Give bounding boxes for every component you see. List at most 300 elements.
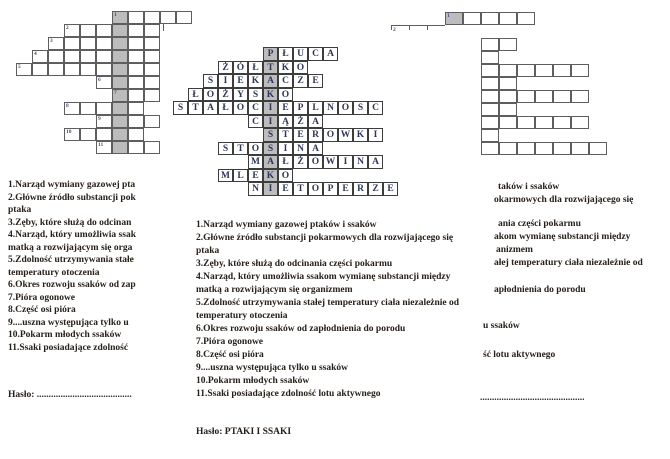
clue-fragment: ania części pokarmu bbox=[498, 219, 581, 229]
grid-cell bbox=[233, 101, 248, 115]
clue-line: 10.Pokarm młodych ssaków bbox=[8, 330, 122, 340]
grid-cell bbox=[293, 115, 308, 129]
grid-cell bbox=[293, 61, 308, 75]
cell-letter: Z bbox=[372, 184, 379, 194]
clue-fragment: u ssaków bbox=[483, 321, 520, 331]
grid-cell bbox=[96, 63, 112, 76]
grid-cell bbox=[481, 77, 499, 90]
grid-cell bbox=[293, 101, 308, 115]
grid-cell bbox=[248, 142, 263, 156]
cell-number: 2 bbox=[393, 27, 396, 33]
clue-list-left bbox=[8, 179, 136, 354]
clue-list-middle bbox=[196, 219, 459, 401]
grid-cell bbox=[589, 142, 607, 155]
grid-cell bbox=[481, 12, 499, 25]
right-grid-partial-row-tick bbox=[391, 25, 392, 30]
grid-cell bbox=[481, 64, 499, 77]
clue-line: temperatury otoczenia bbox=[8, 267, 100, 278]
cell-letter: S bbox=[357, 103, 364, 113]
clue-fragment: akom wymianę substancji między bbox=[494, 232, 631, 242]
grid-cell bbox=[218, 74, 233, 88]
grid-cell bbox=[571, 142, 589, 155]
grid-cell bbox=[128, 76, 144, 89]
grid-cell bbox=[553, 116, 571, 129]
cell-letter: S bbox=[222, 143, 229, 154]
cell-letter: S bbox=[252, 89, 259, 100]
cell-letter: O bbox=[251, 143, 260, 154]
cell-letter: K bbox=[356, 130, 365, 140]
grid-cell bbox=[278, 115, 293, 129]
cell-number: 1 bbox=[447, 13, 450, 19]
clue-line: matką a rozwijającym się organizmem bbox=[196, 285, 353, 295]
grid-cell-shaded bbox=[263, 182, 278, 196]
grid-cell bbox=[218, 88, 233, 102]
cell-letter: A bbox=[312, 116, 319, 127]
grid-cell bbox=[218, 61, 233, 75]
cell-letter: M bbox=[221, 170, 230, 181]
grid-cell bbox=[80, 63, 96, 76]
clue-line: 4.Narząd, który umożliwia ssak bbox=[8, 230, 136, 240]
grid-cell bbox=[128, 50, 144, 63]
cell-letter: W bbox=[340, 130, 351, 140]
grid-cell-shaded bbox=[112, 76, 128, 89]
grid-cell bbox=[481, 129, 499, 142]
grid-cell-shaded bbox=[263, 88, 278, 102]
cell-letter: N bbox=[252, 184, 259, 194]
grid-cell bbox=[308, 128, 323, 142]
grid-cell bbox=[144, 141, 160, 154]
grid-cell bbox=[144, 115, 160, 128]
cell-letter: I bbox=[268, 116, 273, 127]
grid-cell bbox=[338, 182, 353, 196]
cell-number: 6 bbox=[98, 77, 101, 83]
grid-cell bbox=[368, 182, 383, 196]
grid-cell bbox=[535, 64, 553, 77]
cell-letter: O bbox=[236, 103, 245, 113]
grid-cell-shaded bbox=[112, 50, 128, 63]
cell-letter: K bbox=[251, 76, 260, 86]
grid-cell bbox=[128, 141, 144, 154]
grid-cell bbox=[323, 47, 338, 61]
clue-line: temperatury otoczenia bbox=[196, 311, 288, 321]
grid-cell bbox=[323, 155, 338, 169]
grid-cell bbox=[308, 115, 323, 129]
grid-cell bbox=[96, 24, 112, 37]
cell-letter: N bbox=[297, 143, 304, 154]
grid-cell bbox=[353, 155, 368, 169]
grid-cell bbox=[278, 74, 293, 88]
cell-letter: A bbox=[207, 103, 214, 113]
cell-number: 1 bbox=[114, 12, 117, 18]
grid-cell bbox=[517, 116, 535, 129]
cell-letter: O bbox=[296, 62, 305, 73]
grid-cell-shaded bbox=[263, 128, 278, 142]
clue-line: 3.Zęby, które służą do odcinania części pokarmu bbox=[196, 259, 393, 269]
grid-cell bbox=[499, 116, 517, 129]
grid-cell bbox=[64, 37, 80, 50]
grid-cell-shaded bbox=[263, 115, 278, 129]
grid-cell bbox=[96, 102, 112, 115]
grid-cell bbox=[353, 182, 368, 196]
grid-cell bbox=[248, 74, 263, 88]
cell-letter: Ą bbox=[282, 116, 289, 127]
cell-letter: Y bbox=[237, 89, 244, 100]
cell-letter: E bbox=[282, 103, 289, 113]
grid-cell bbox=[233, 169, 248, 183]
grid-cell bbox=[553, 64, 571, 77]
grid-cell bbox=[308, 74, 323, 88]
clue-fragment: ść lotu aktywnego bbox=[483, 350, 556, 360]
cell-letter: E bbox=[282, 184, 289, 194]
grid-cell bbox=[499, 77, 517, 90]
grid-cell bbox=[16, 63, 32, 76]
clue-line: 7.Pióra ogonowe bbox=[196, 337, 264, 347]
cell-letter: C bbox=[312, 49, 319, 59]
cell-number: 11 bbox=[98, 142, 104, 148]
grid-cell bbox=[308, 155, 323, 169]
clue-line: 10.Pokarm młodych ssaków bbox=[196, 376, 310, 386]
grid-cell bbox=[278, 155, 293, 169]
cell-letter: C bbox=[372, 103, 379, 113]
clue-fragment: okarmowych dla rozwijającego się bbox=[494, 195, 634, 205]
cell-letter: E bbox=[312, 76, 319, 86]
grid-cell bbox=[48, 50, 64, 63]
grid-cell bbox=[517, 64, 535, 77]
grid-cell bbox=[278, 182, 293, 196]
grid-cell-shaded bbox=[112, 63, 128, 76]
cell-letter: I bbox=[343, 157, 348, 167]
grid-cell-shaded bbox=[112, 141, 128, 154]
cell-letter: Ż bbox=[297, 116, 304, 127]
clue-fragment: anizmem bbox=[496, 245, 533, 255]
cell-letter: O bbox=[206, 89, 215, 100]
clue-line: 7.Pióra ogonowe bbox=[8, 292, 76, 303]
grid-cell bbox=[481, 38, 499, 51]
grid-cell bbox=[144, 76, 160, 89]
grid-cell bbox=[278, 61, 293, 75]
grid-cell bbox=[308, 142, 323, 156]
cell-number: 8 bbox=[66, 103, 69, 109]
right-grid-partial-row-tick bbox=[409, 25, 410, 30]
grid-cell bbox=[571, 116, 589, 129]
grid-cell-shaded bbox=[112, 37, 128, 50]
grid-cell bbox=[144, 24, 160, 37]
grid-cell bbox=[481, 51, 499, 64]
grid-cell bbox=[571, 90, 589, 103]
cell-letter: I bbox=[283, 143, 288, 154]
grid-cell bbox=[64, 63, 80, 76]
cell-letter: L bbox=[237, 170, 244, 181]
grid-cell bbox=[64, 50, 80, 63]
cell-letter: O bbox=[326, 130, 335, 140]
cell-number: 2 bbox=[66, 25, 69, 31]
grid-cell bbox=[293, 155, 308, 169]
grid-cell bbox=[308, 101, 323, 115]
grid-cell-shaded bbox=[263, 47, 278, 61]
grid-cell bbox=[128, 89, 144, 102]
grid-cell bbox=[499, 103, 517, 116]
clue-line: 9....uszna występująca tylko u bbox=[8, 317, 129, 328]
clue-line: 4.Narząd, który umożliwia ssakom wymianę substancji między bbox=[196, 272, 451, 282]
grid-cell bbox=[481, 116, 499, 129]
grid-cell bbox=[96, 141, 112, 154]
grid-cell bbox=[248, 115, 263, 129]
grid-cell bbox=[323, 182, 338, 196]
clue-line: ptaka bbox=[8, 205, 32, 215]
grid-cell bbox=[553, 90, 571, 103]
grid-cell bbox=[248, 169, 263, 183]
grid-cell bbox=[293, 142, 308, 156]
clue-fragment: ............................................ bbox=[480, 393, 585, 403]
grid-cell bbox=[368, 128, 383, 142]
cell-letter: P bbox=[267, 49, 274, 59]
grid-cell bbox=[64, 128, 80, 141]
clue-line: 5.Zdolność utrzymywania stałe bbox=[8, 255, 134, 265]
haslo-line-left: Hasło: ........................................ bbox=[8, 390, 132, 400]
grid-cell bbox=[383, 182, 398, 196]
grid-cell bbox=[233, 88, 248, 102]
cell-letter: A bbox=[372, 157, 379, 167]
grid-cell-shaded bbox=[112, 115, 128, 128]
grid-cell bbox=[517, 90, 535, 103]
clue-line: 8.Część osi pióra bbox=[196, 350, 264, 360]
grid-cell bbox=[128, 11, 144, 24]
grid-cell bbox=[293, 74, 308, 88]
grid-cell bbox=[48, 63, 64, 76]
cell-letter: M bbox=[251, 157, 260, 167]
cell-letter: E bbox=[297, 130, 304, 140]
cell-letter: Ł bbox=[222, 103, 229, 113]
cell-letter: T bbox=[267, 62, 274, 73]
grid-cell bbox=[203, 101, 218, 115]
cell-letter: C bbox=[252, 103, 259, 113]
grid-cell bbox=[517, 142, 535, 155]
cell-letter: T bbox=[237, 143, 244, 154]
grid-cell bbox=[278, 128, 293, 142]
grid-cell-shaded bbox=[112, 128, 128, 141]
grid-cell bbox=[128, 37, 144, 50]
grid-cell bbox=[144, 11, 160, 24]
grid-cell bbox=[463, 12, 481, 25]
grid-cell bbox=[499, 12, 517, 25]
clue-fragment: apłodnienia do porodu bbox=[494, 285, 586, 295]
cell-letter: C bbox=[252, 116, 259, 127]
clue-fragment: ałej temperatury ciała niezależnie od bbox=[494, 258, 643, 268]
cell-letter: A bbox=[267, 157, 274, 167]
cell-letter: U bbox=[297, 49, 304, 59]
cell-letter: O bbox=[281, 89, 290, 100]
clue-line: 2.Główne źródło substancji pokarmowych dla rozwijającego się bbox=[196, 233, 454, 243]
cell-letter: P bbox=[297, 103, 304, 113]
grid-cell bbox=[128, 102, 144, 115]
grid-cell bbox=[96, 76, 112, 89]
cell-number: 10 bbox=[66, 129, 72, 135]
clue-line: 5.Zdolność utrzymywania stałej temperatury ciała niezależnie od bbox=[196, 298, 460, 308]
cell-letter: Ł bbox=[192, 89, 199, 100]
grid-cell bbox=[323, 101, 338, 115]
cell-letter: S bbox=[177, 103, 184, 113]
grid-cell bbox=[176, 11, 192, 24]
grid-cell bbox=[144, 50, 160, 63]
grid-cell-shaded bbox=[263, 101, 278, 115]
grid-cell bbox=[32, 50, 48, 63]
grid-cell bbox=[80, 37, 96, 50]
grid-cell bbox=[308, 182, 323, 196]
grid-cell bbox=[278, 47, 293, 61]
cell-letter: S bbox=[267, 130, 274, 140]
grid-cell bbox=[535, 90, 553, 103]
clue-line: 1.Narząd wymiany gazowej pta bbox=[8, 180, 136, 190]
grid-cell bbox=[248, 88, 263, 102]
grid-cell bbox=[499, 90, 517, 103]
grid-cell bbox=[248, 155, 263, 169]
grid-cell bbox=[323, 128, 338, 142]
cell-letter: E bbox=[387, 184, 394, 194]
grid-cell bbox=[338, 101, 353, 115]
cell-letter: A bbox=[267, 76, 274, 86]
grid-cell bbox=[499, 142, 517, 155]
grid-cell-shaded bbox=[112, 89, 128, 102]
grid-cell bbox=[188, 88, 203, 102]
cell-number: 7 bbox=[114, 90, 117, 96]
clue-fragment: taków i ssaków bbox=[498, 182, 560, 192]
right-grid-partial-row-line bbox=[391, 25, 445, 26]
clue-line: 11.Ssaki posiadające zdolność bbox=[8, 342, 129, 353]
grid-cell bbox=[203, 74, 218, 88]
cell-letter: E bbox=[237, 76, 244, 86]
cell-letter: O bbox=[281, 170, 290, 181]
cell-letter: P bbox=[327, 184, 334, 194]
grid-cell bbox=[233, 74, 248, 88]
cell-letter: R bbox=[312, 130, 319, 140]
grid-cell bbox=[80, 24, 96, 37]
clue-line: 1.Narząd wymiany gazowej ptaków i ssaków bbox=[196, 220, 377, 230]
grid-cell bbox=[353, 128, 368, 142]
grid-cell bbox=[96, 37, 112, 50]
grid-cell bbox=[128, 24, 144, 37]
grid-cell bbox=[553, 142, 571, 155]
grid-cell bbox=[535, 142, 553, 155]
clue-line: 11.Ssaki posiadające zdolność lotu aktywnego bbox=[196, 389, 381, 399]
clue-line: 8.Część osi pióra bbox=[8, 305, 76, 315]
cell-number: 9 bbox=[98, 116, 101, 122]
grid-cell bbox=[128, 63, 144, 76]
cell-letter: Ż bbox=[222, 62, 229, 73]
cell-letter: Ł bbox=[252, 62, 259, 73]
grid-cell bbox=[368, 155, 383, 169]
grid-cell bbox=[188, 101, 203, 115]
grid-cell bbox=[248, 182, 263, 196]
cell-letter: A bbox=[327, 49, 334, 59]
cell-letter: T bbox=[192, 103, 199, 113]
grid-cell bbox=[218, 142, 233, 156]
cell-letter: Z bbox=[297, 76, 304, 86]
grid-cell bbox=[128, 128, 144, 141]
clue-line: 2.Główne źródło substancji pok bbox=[8, 192, 136, 203]
grid-cell bbox=[278, 142, 293, 156]
grid-cell bbox=[80, 102, 96, 115]
grid-cell-shaded bbox=[112, 24, 128, 37]
grid-cell bbox=[248, 61, 263, 75]
cell-letter: E bbox=[252, 170, 259, 181]
grid-cell-shaded bbox=[263, 169, 278, 183]
grid-cell bbox=[535, 116, 553, 129]
grid-cell bbox=[80, 128, 96, 141]
grid-cell bbox=[278, 88, 293, 102]
grid-cell bbox=[32, 63, 48, 76]
cell-number: 3 bbox=[50, 38, 53, 44]
cell-letter: Ż bbox=[297, 157, 304, 167]
grid-cell bbox=[278, 101, 293, 115]
cell-letter: Ł bbox=[282, 157, 289, 167]
cell-letter: N bbox=[327, 103, 334, 113]
grid-cell bbox=[481, 142, 499, 155]
grid-cell-shaded bbox=[263, 155, 278, 169]
cell-letter: S bbox=[207, 76, 214, 86]
grid-cell bbox=[338, 128, 353, 142]
grid-cell bbox=[144, 37, 160, 50]
grid-cell-shaded bbox=[263, 61, 278, 75]
cell-letter: K bbox=[266, 170, 275, 181]
grid-cell bbox=[308, 47, 323, 61]
grid-cell bbox=[64, 102, 80, 115]
grid-cell bbox=[293, 47, 308, 61]
grid-cell bbox=[80, 50, 96, 63]
grid-cell bbox=[203, 88, 218, 102]
grid-cell-shaded bbox=[263, 74, 278, 88]
cell-letter: N bbox=[357, 157, 364, 167]
cell-number: 5 bbox=[18, 64, 21, 70]
right-grid-partial-row-tick bbox=[427, 25, 428, 30]
grid-cell bbox=[293, 128, 308, 142]
grid-cell bbox=[499, 64, 517, 77]
grid-cell bbox=[128, 115, 144, 128]
cell-letter: E bbox=[342, 184, 349, 194]
grid-cell bbox=[481, 103, 499, 116]
grid-cell bbox=[218, 169, 233, 183]
cell-letter: Ó bbox=[236, 62, 245, 73]
cell-letter: I bbox=[268, 184, 273, 194]
cell-letter: O bbox=[311, 184, 320, 194]
grid-cell bbox=[368, 101, 383, 115]
cell-letter: L bbox=[312, 103, 319, 113]
cell-letter: T bbox=[282, 130, 289, 140]
grid-cell bbox=[353, 101, 368, 115]
cell-letter: S bbox=[267, 143, 274, 154]
cell-letter: I bbox=[373, 130, 378, 140]
cell-letter: W bbox=[325, 157, 336, 167]
grid-cell-shaded bbox=[263, 142, 278, 156]
cell-letter: O bbox=[311, 157, 320, 167]
cell-letter: R bbox=[357, 184, 364, 194]
cell-letter: Ł bbox=[282, 49, 289, 59]
grid-cell bbox=[481, 90, 499, 103]
haslo-line-middle: Hasło: PTAKI I SSAKI bbox=[196, 427, 292, 437]
cell-letter: T bbox=[297, 184, 304, 194]
grid-cell bbox=[96, 115, 112, 128]
cell-letter: A bbox=[312, 143, 319, 154]
scan-artifact-line bbox=[163, 23, 164, 31]
grid-cell bbox=[48, 37, 64, 50]
cell-letter: O bbox=[341, 103, 350, 113]
grid-cell bbox=[144, 63, 160, 76]
clue-line: matką a rozwijającym się orga bbox=[8, 242, 133, 253]
clue-line: 3.Zęby, które służą do odcinan bbox=[8, 217, 132, 228]
grid-cell bbox=[248, 101, 263, 115]
grid-cell bbox=[144, 89, 160, 102]
grid-cell-shaded bbox=[112, 11, 128, 24]
cell-letter: C bbox=[282, 76, 289, 86]
